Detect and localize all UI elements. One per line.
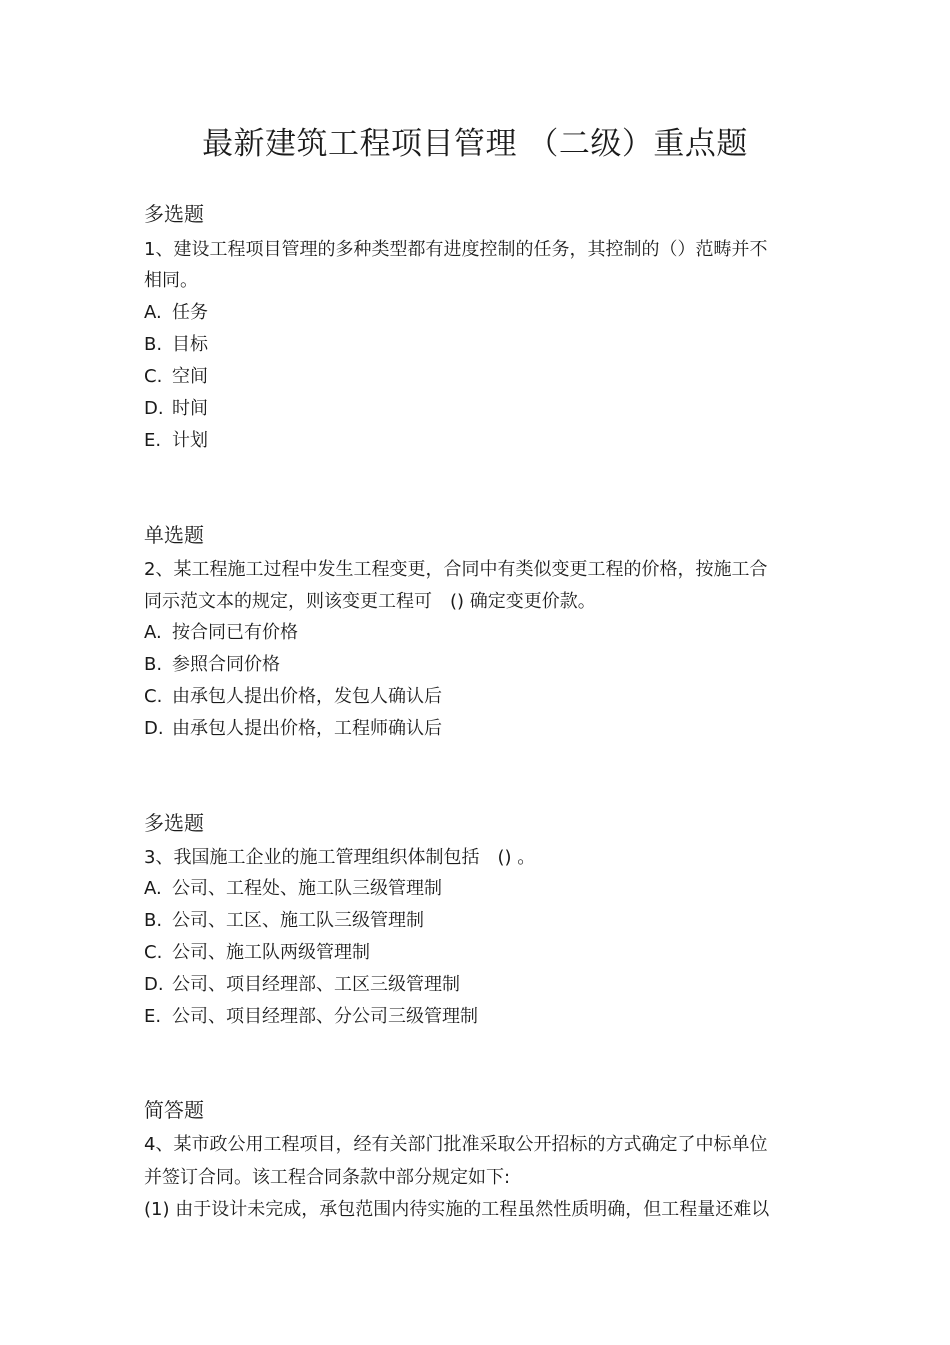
option-key: C. <box>144 366 163 387</box>
question-1-option-d <box>144 397 208 421</box>
option-text: 空间 <box>172 366 208 387</box>
option-text: 时间 <box>172 398 208 419</box>
question-2-stem-line-1: 2、某工程施工过程中发生工程变更，合同中有类似变更工程的价格，按施工合 <box>144 559 768 580</box>
question-2-option-d <box>144 717 442 741</box>
option-text: 公司、施工队两级管理制 <box>172 942 370 963</box>
question-4-stem-line-3: (1) 由于设计未完成，承包范围内待实施的工程虽然性质明确，但工程量还难以 <box>144 1199 770 1220</box>
question-2-stem-line-2: 同示范文本的规定，则该变更工程可 () 确定变更价款。 <box>144 591 596 612</box>
question-1-stem-line-1: 1、建设工程项目管理的多种类型都有进度控制的任务，其控制的（）范畴并不 <box>144 239 768 260</box>
option-text: 目标 <box>172 334 208 355</box>
option-key: B. <box>144 334 163 355</box>
option-key: A. <box>144 622 162 643</box>
option-key: E. <box>144 430 162 451</box>
option-key: B. <box>144 654 163 675</box>
option-text: 公司、项目经理部、分公司三级管理制 <box>172 1006 478 1027</box>
question-2-option-a <box>144 621 298 645</box>
option-key: E. <box>144 1006 162 1027</box>
question-3-option-c <box>144 941 370 965</box>
question-1-option-e <box>144 429 208 453</box>
question-1-option-a <box>144 301 208 325</box>
option-text: 由承包人提出价格，发包人确认后 <box>172 686 442 707</box>
document-title: 最新建筑工程项目管理 （二级）重点题 <box>202 126 748 162</box>
option-key: D. <box>144 718 164 739</box>
question-1-option-b <box>144 333 208 357</box>
option-text: 公司、项目经理部、工区三级管理制 <box>172 974 460 995</box>
option-key: B. <box>144 910 163 931</box>
question-3-stem-line-1: 3、我国施工企业的施工管理组织体制包括 () 。 <box>144 847 536 868</box>
option-text: 由承包人提出价格，工程师确认后 <box>172 718 442 739</box>
question-3-type: 多选题 <box>144 811 204 835</box>
option-key: D. <box>144 398 164 419</box>
option-text: 任务 <box>172 302 208 323</box>
option-key: A. <box>144 878 162 899</box>
option-key: C. <box>144 942 163 963</box>
question-3-option-a <box>144 877 442 901</box>
question-4-type: 简答题 <box>144 1098 204 1122</box>
option-text: 计划 <box>172 430 208 451</box>
option-text: 公司、工程处、施工队三级管理制 <box>172 878 442 899</box>
question-4-stem-line-2: 并签订合同。该工程合同条款中部分规定如下: <box>144 1167 511 1188</box>
option-text: 公司、工区、施工队三级管理制 <box>172 910 424 931</box>
question-3-option-d <box>144 973 460 997</box>
option-key: D. <box>144 974 164 995</box>
option-key: C. <box>144 686 163 707</box>
question-2-option-b <box>144 653 280 677</box>
question-2-option-c <box>144 685 442 709</box>
option-text: 按合同已有价格 <box>172 622 298 643</box>
question-1-type: 多选题 <box>144 202 204 226</box>
question-4-stem-line-1: 4、某市政公用工程项目，经有关部门批准采取公开招标的方式确定了中标单位 <box>144 1134 768 1155</box>
option-key: A. <box>144 302 162 323</box>
question-3-option-e <box>144 1005 478 1029</box>
question-1-stem-line-2: 相同。 <box>144 270 198 291</box>
question-1-option-c <box>144 365 208 389</box>
question-3-option-b <box>144 909 424 933</box>
option-text: 参照合同价格 <box>172 654 280 675</box>
question-2-type: 单选题 <box>144 523 204 547</box>
